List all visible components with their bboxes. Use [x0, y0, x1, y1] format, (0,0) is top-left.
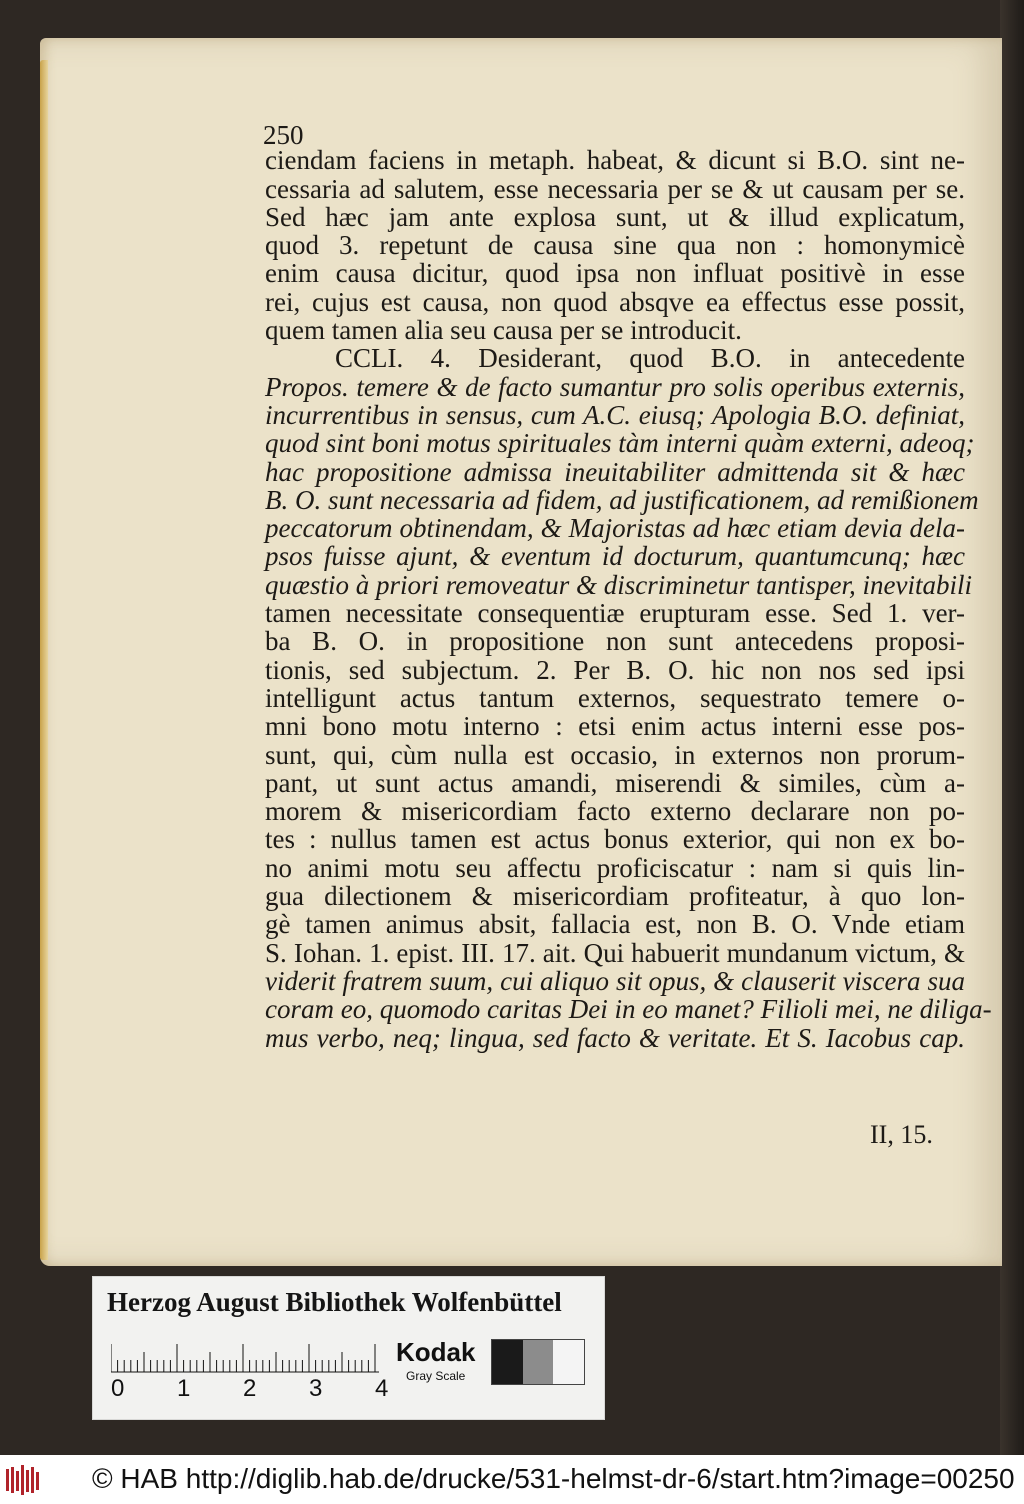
- hab-logo-icon: [6, 1465, 42, 1495]
- text-line: Sed hæc jam ante explosa sunt, ut & illud explicatum,: [265, 201, 965, 232]
- ruler-label: 1: [177, 1375, 191, 1402]
- text-line: rei, cujus est causa, non quod absqve ea effectus esse possit,: [265, 286, 965, 317]
- text-line: gua dilectionem & misericordiam profiteatur, à quo lon-: [265, 881, 965, 912]
- text-line: quod 3. repetunt de causa sine qua non : homonymicè: [265, 230, 965, 261]
- text-line: Propos. temere & de facto sumantur pro solis operibus externis,: [265, 371, 965, 402]
- text-line: psos fuisse ajunt, & eventum id docturum, quantumcunq; hæc: [265, 541, 965, 572]
- ruler: [111, 1343, 379, 1373]
- ruler-label: 3: [309, 1375, 323, 1402]
- catchword: II, 15.: [870, 1120, 933, 1149]
- text-line: tamen necessitate consequentiæ erupturam esse. Sed 1. ver-: [265, 598, 965, 629]
- text-line: quæstio à priori removeatur & discriminetur tantisper, inevitabili: [265, 569, 972, 600]
- section-heading-line: CCLI. 4. Desiderant, quod B.O. in antecedente: [335, 343, 965, 374]
- text-line: pant, ut sunt actus amandi, miserendi & similes, cùm a-: [265, 767, 965, 798]
- text-line: gè tamen animus absit, fallacia est, non B. O. Vnde etiam: [265, 909, 965, 940]
- text-line: viderit fratrem suum, cui aliquo sit opus, & clauserit viscera sua: [265, 965, 965, 996]
- book-fore-edge: [1000, 0, 1024, 1455]
- color-scale-card: [92, 1276, 605, 1420]
- gray-patch-mid: [523, 1340, 554, 1384]
- text-line: coram eo, quomodo caritas Dei in eo manet? Filioli mei, ne diliga-: [265, 994, 992, 1025]
- text-line: B. O. sunt necessaria ad fidem, ad justificationem, ad remißionem: [265, 484, 979, 515]
- text-line: intelligunt actus tantum externos, sequestrato temere o-: [265, 682, 965, 713]
- text-line: cessaria ad salutem, esse necessaria per se & ut causam per se.: [265, 173, 965, 204]
- text-line: sunt, qui, cùm nulla est occasio, in externos non prorum-: [265, 739, 965, 770]
- page-number: 250: [263, 120, 304, 150]
- page-text: [265, 118, 992, 1053]
- text-line: incurrentibus in sensus, cum A.C. eiusq; Apologia B.O. definiat,: [265, 399, 965, 430]
- text-line: mus verbo, neq; lingua, sed facto & veritate. Et S. Iacobus cap.: [265, 1022, 965, 1053]
- text-line: enim causa dicitur, quod ipsa non influat positivè in esse: [265, 258, 965, 289]
- copyright-url: © HAB http://diglib.hab.de/drucke/531-helmst-dr-6/start.htm?image=00250: [92, 1463, 1015, 1494]
- gilt-edge: [40, 60, 48, 1260]
- text-line: hac propositione admissa ineuitabiliter admittenda sit & hæc: [265, 456, 965, 487]
- ruler-label: 4: [375, 1375, 389, 1402]
- text-line: morem & misericordiam facto externo declarare non po-: [265, 796, 965, 827]
- ruler-labels: [107, 1375, 407, 1405]
- text-line: tionis, sed subjectum. 2. Per B. O. hic non nos sed ipsi: [265, 654, 965, 685]
- ruler-label: 0: [111, 1375, 125, 1402]
- gray-patch-dark: [492, 1340, 523, 1384]
- text-line: mni bono motu interno : etsi enim actus interni esse pos-: [265, 711, 965, 742]
- text-line: S. Iohan. 1. epist. III. 17. ait. Qui habuerit mundanum victum, &: [265, 937, 965, 968]
- text-line: ciendam faciens in metaph. habeat, & dicunt si B.O. sint ne-: [265, 145, 965, 176]
- footer-bar: [0, 1455, 1024, 1504]
- text-line: ba B. O. in propositione non sunt antecedens proposi-: [265, 626, 965, 657]
- gray-patches: [491, 1339, 585, 1385]
- text-line: quem tamen alia seu causa per se introducit.: [265, 315, 742, 346]
- gray-scale-label: Gray Scale: [406, 1369, 466, 1383]
- text-line: no animi motu seu affectu proficiscatur : nam si quis lin-: [265, 852, 965, 883]
- text-line: tes : nullus tamen est actus bonus exterior, qui non ex bo-: [265, 824, 965, 855]
- text-line: quod sint boni motus spirituales tàm interni quàm externi, adeoq;: [265, 428, 975, 459]
- gray-patch-light: [553, 1340, 584, 1384]
- text-line: peccatorum obtinendam, & Majoristas ad hæc etiam devia dela-: [265, 513, 965, 544]
- kodak-logo: Kodak: [396, 1337, 476, 1367]
- library-name: Herzog August Bibliothek Wolfenbüttel: [107, 1287, 562, 1317]
- ruler-label: 2: [243, 1375, 257, 1402]
